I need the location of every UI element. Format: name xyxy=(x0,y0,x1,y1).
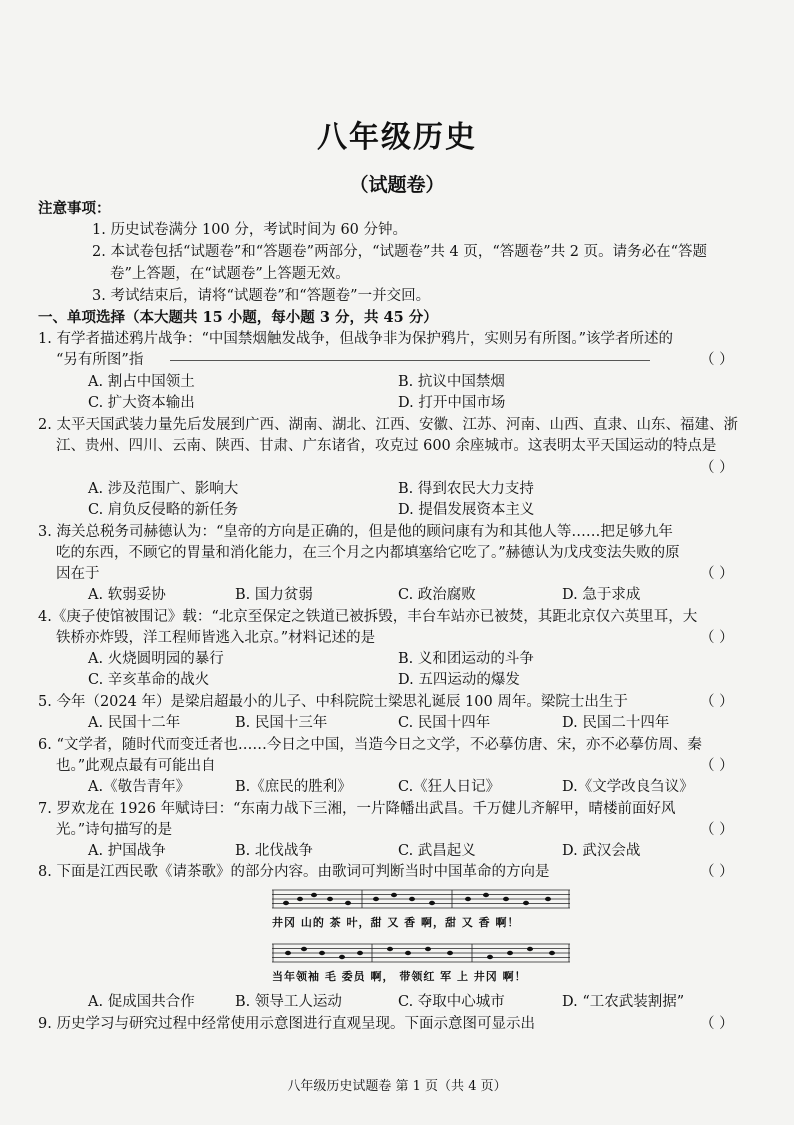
question-4-line: 4.《庚子使馆被围记》载：“北京至保定之铁道已被拆毁，丰台车站亦已被焚，其距北京仅六英里耳，大 xyxy=(38,609,698,625)
option: B. 得到农民大力支持 xyxy=(398,481,534,497)
option: D. 五四运动的爆发 xyxy=(398,672,520,688)
option: B. 领导工人运动 xyxy=(235,994,342,1010)
option: C. 政治腐败 xyxy=(398,587,476,603)
option: D. 打开中国市场 xyxy=(398,395,506,411)
song-lyric: 当年领袖 毛 委员 啊， 带领红 军 上 井冈 啊！ xyxy=(272,970,527,983)
option: D. 武汉会战 xyxy=(562,843,641,859)
page-footer: 八年级历史试题卷 第 1 页（共 4 页） xyxy=(287,1079,507,1094)
option: C. 夺取中心城市 xyxy=(398,994,505,1010)
option: C. 民国十四年 xyxy=(398,715,491,731)
answer-paren: （ ） xyxy=(700,758,734,774)
option: A. 割占中国领土 xyxy=(88,374,195,390)
notes-heading: 注意事项： xyxy=(38,200,111,217)
option: A. 火烧圆明园的暴行 xyxy=(88,651,224,667)
question-8-line: 8. 下面是江西民歌《请茶歌》的部分内容。由歌词可判断当时中国革命的方向是 xyxy=(38,864,550,880)
option: D. “工农武装割据” xyxy=(562,994,685,1010)
option: C. 肩负反侵略的新任务 xyxy=(88,502,239,518)
option: C. 辛亥革命的战火 xyxy=(88,672,210,688)
option: B. 民国十三年 xyxy=(235,715,328,731)
option: B. 义和团运动的斗争 xyxy=(398,651,534,667)
question-4-line: 铁桥亦炸毁，洋工程师皆逃入北京。”材料记述的是 xyxy=(56,630,376,646)
option: B. 抗议中国禁烟 xyxy=(398,374,505,390)
option: A. 促成国共合作 xyxy=(88,994,195,1010)
question-2-line: 2. 太平天国武装力量先后发展到广西、湖南、湖北、江西、安徽、江苏、河南、山西、直隶、山东、福建、浙 xyxy=(38,417,738,433)
question-9-line: 9. 历史学习与研究过程中经常使用示意图进行直观呈现。下面示意图可显示出 xyxy=(38,1016,535,1032)
option: D.《文学改良刍议》 xyxy=(562,779,694,795)
question-6-line: 6. “文学者，随时代而变迁者也……今日之中国，当造今日之文学，不必摹仿唐、宋，亦不必摹仿周、秦 xyxy=(38,737,702,753)
page-title: 八年级历史 xyxy=(317,120,477,155)
option: C.《狂人日记》 xyxy=(398,779,501,795)
question-1-line: “另有所图”指 xyxy=(56,352,144,368)
option: A. 软弱妥协 xyxy=(88,587,166,603)
answer-paren: （ ） xyxy=(700,460,734,476)
page-subtitle: （试题卷） xyxy=(349,174,445,196)
option: A.《敬告青年》 xyxy=(88,779,191,795)
option: A. 涉及范围广、影响大 xyxy=(88,481,239,497)
option: D. 民国二十四年 xyxy=(562,715,670,731)
note-item: 1. 历史试卷满分 100 分，考试时间为 60 分钟。 xyxy=(92,222,408,238)
question-3-line: 吃的东西，不顾它的胃量和消化能力，在三个月之内都填塞给它吃了。”赫德认为戊戌变法失败的原 xyxy=(56,545,680,561)
answer-paren: （ ） xyxy=(700,566,734,582)
option: D. 提倡发展资本主义 xyxy=(398,502,535,518)
answer-paren: （ ） xyxy=(700,864,734,880)
option: A. 护国战争 xyxy=(88,843,166,859)
option: B. 北伐战争 xyxy=(235,843,313,859)
music-staff xyxy=(272,940,570,966)
answer-paren: （ ） xyxy=(700,822,734,838)
option: C. 扩大资本输出 xyxy=(88,395,195,411)
note-item: 3. 考试结束后，请将“试题卷”和“答题卷”一并交回。 xyxy=(92,288,431,304)
question-2-line: 江、贵州、四川、云南、陕西、甘肃、广东诸省，攻克过 600 余座城市。这表明太平天国运动的特点是 xyxy=(56,438,717,454)
question-1-line: 1. 有学者描述鸦片战争：“中国禁烟触发战争，但战争非为保护鸦片，实则另有所图。”该学者所述的 xyxy=(38,331,674,347)
answer-paren: （ ） xyxy=(700,694,734,710)
option: A. 民国十二年 xyxy=(88,715,181,731)
question-3-line: 因在于 xyxy=(56,566,100,582)
answer-paren: （ ） xyxy=(700,1016,734,1032)
question-7-line: 光。”诗句描写的是 xyxy=(56,822,173,838)
option: C. 武昌起义 xyxy=(398,843,476,859)
note-item: 卷”上答题，在“试题卷”上答题无效。 xyxy=(110,266,350,282)
option: B.《庶民的胜利》 xyxy=(235,779,352,795)
section-heading: 一、单项选择（本大题共 15 小题，每小题 3 分，共 45 分） xyxy=(38,309,438,326)
question-6-line: 也。”此观点最有可能出自 xyxy=(56,758,216,774)
answer-paren: （ ） xyxy=(700,630,734,646)
song-lyric: 井冈 山的 茶 叶，甜 又 香 啊，甜 又 香 啊！ xyxy=(272,916,520,929)
question-3-line: 3. 海关总税务司赫德认为：“皇帝的方向是正确的，但是他的顾问康有为和其他人等……把足够九年 xyxy=(38,524,673,540)
option: B. 国力贫弱 xyxy=(235,587,313,603)
note-item: 2. 本试卷包括“试题卷”和“答题卷”两部分，“试题卷”共 4 页，“答题卷”共 2 页。请务必在“答题 xyxy=(92,244,708,260)
music-staff xyxy=(272,886,570,912)
question-7-line: 7. 罗欢龙在 1926 年赋诗曰：“东南力战下三湘，一片降幡出武昌。千万健儿齐解甲，晴楼前面好风 xyxy=(38,801,676,817)
question-5-line: 5. 今年（2024 年）是梁启超最小的儿子、中科院院士梁思礼诞辰 100 周年。梁院士出生于 xyxy=(38,694,628,710)
divider-line xyxy=(170,360,650,361)
answer-paren: （ ） xyxy=(700,352,734,368)
option: D. 急于求成 xyxy=(562,587,641,603)
